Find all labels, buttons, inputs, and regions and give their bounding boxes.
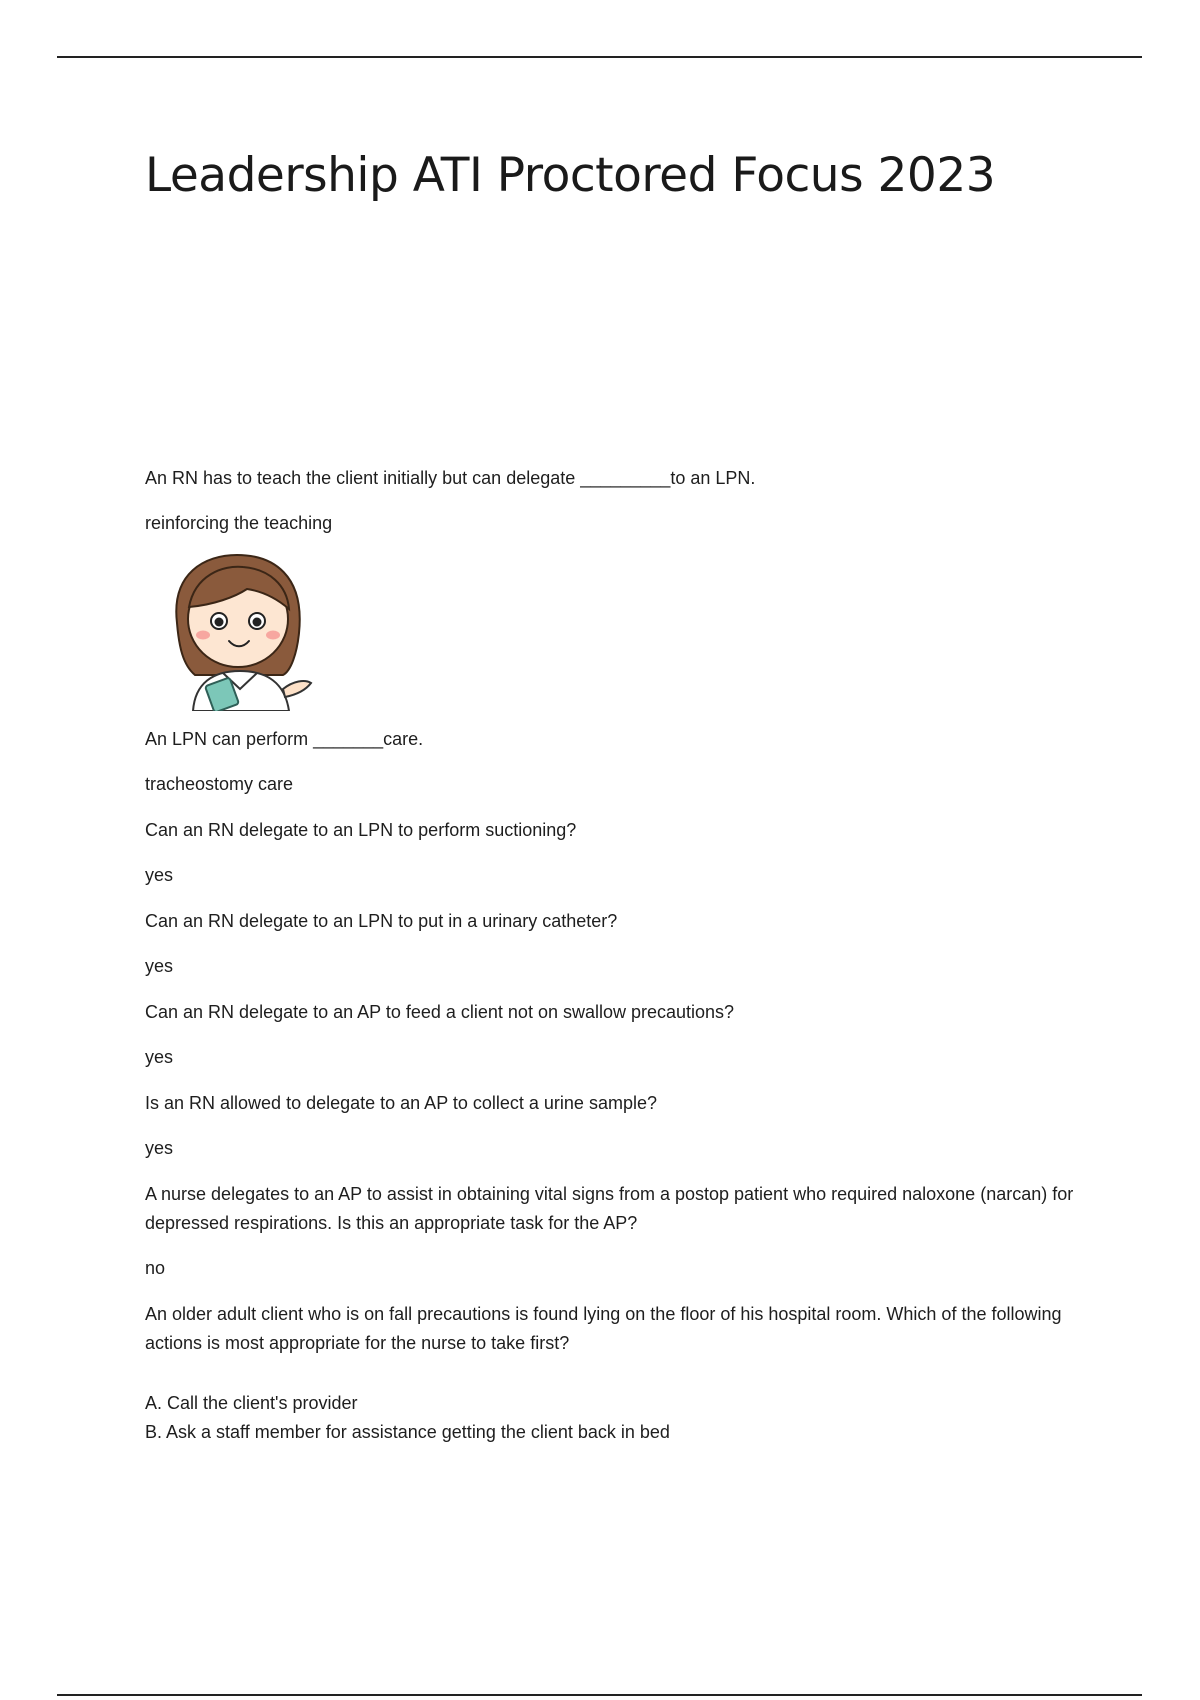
flashcard-answer: yes — [145, 1047, 174, 1067]
flashcard-question: Can an RN delegate to an LPN to put in a urinary catheter? — [145, 911, 618, 931]
answer-option-a: A. Call the client's provider — [145, 1393, 358, 1413]
answer-option-b: B. Ask a staff member for assistance getting the client back in bed — [145, 1422, 670, 1442]
nurse-cartoon-icon — [165, 553, 315, 711]
flashcard-answer: yes — [145, 1138, 174, 1158]
top-rule — [57, 56, 1142, 58]
flashcard-question: A nurse delegates to an AP to assist in obtaining vital signs from a postop patient who required naloxone (narcan) for depressed respirations. Is this an appropriate task for the AP? — [145, 1184, 1074, 1233]
flashcard-question: An RN has to teach the client initially but can delegate _________to an LPN. — [145, 468, 756, 488]
page-title: Leadership ATI Proctored Focus 2023 — [145, 148, 996, 203]
flashcard-question: An LPN can perform _______care. — [145, 729, 424, 749]
flashcard-answer: yes — [145, 865, 174, 885]
flashcard-question: Is an RN allowed to delegate to an AP to collect a urine sample? — [145, 1093, 657, 1113]
flashcard-answer: yes — [145, 956, 174, 976]
flashcard-question: Can an RN delegate to an AP to feed a client not on swallow precautions? — [145, 1002, 735, 1022]
flashcard-answer: tracheostomy care — [145, 774, 294, 794]
flashcard-answer: reinforcing the teaching — [145, 513, 333, 533]
flashcard-question: Can an RN delegate to an LPN to perform suctioning? — [145, 820, 577, 840]
flashcard-question: An older adult client who is on fall precautions is found lying on the floor of his hospital room. Which of the following actions is most appropriate for the nurse to take first? — [145, 1304, 1062, 1353]
flashcard-answer: no — [145, 1258, 166, 1278]
bottom-rule — [57, 1694, 1142, 1696]
